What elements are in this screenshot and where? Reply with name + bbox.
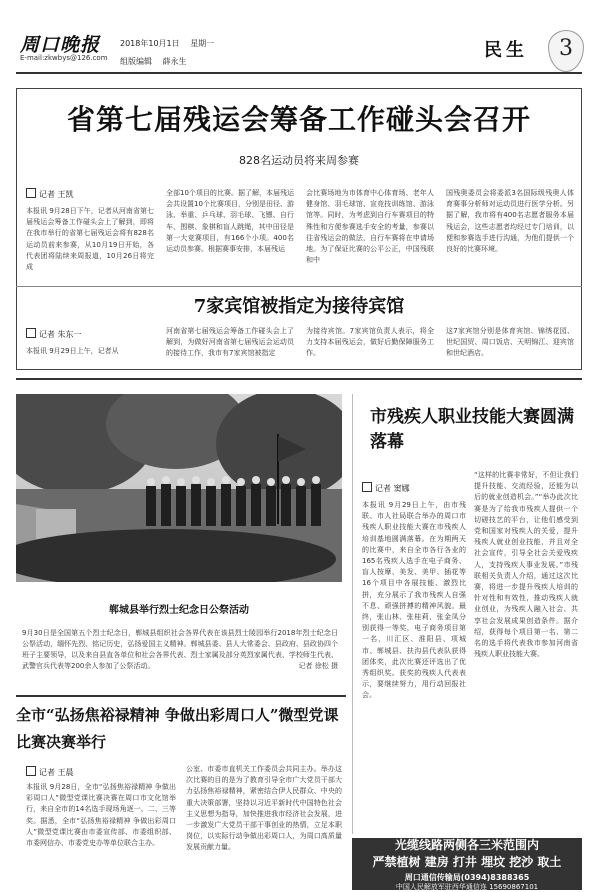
article2-column-2: “这样的比赛非常好，不但让我们提升技能、交流经验，还能为以后的就业创造机会。”“举办此次比赛是为了给我市残疾人提供一个切磋技艺的平台，让他们感受到党和国家对残疾人的关爱，提升残疾人就业创业技能，并且对全社会宣传，引导全社会关爱残疾人，支持残疾人事业发展。”市残联相关负责人介绍，通过这次比赛，将进一步提升残疾人培训的针对性和有效性，推动残疾人就业创业，为残疾人融入社会、共享社会发展成果创造条件。据介绍，获得每个项目第一名、第二名的选手将代表我市参加河南省残疾人职业技能大赛。	[474, 471, 578, 659]
ad-line-4: 中国人民解放军驻西华通信连 15690867101	[395, 883, 539, 891]
article1b-byline: 记者 朱东一	[26, 328, 82, 340]
article1-column-3: 会比赛场地为市体育中心体育场、老年人健身馆、羽毛球馆、宣竞技训练馆、游泳馆等。同时，为考虑到自行车赛项目的特殊性和方便参赛选手安全的考量，参赛以往省残运会的做法，自行车赛将在申请场地。为了保证比赛的公平公正，中国残联和中	[306, 189, 434, 265]
byline-square-icon	[26, 766, 36, 776]
article2-byline: 记者 窦娜	[362, 482, 410, 494]
weekday: 星期一	[190, 39, 215, 48]
section-title: 民生	[484, 40, 528, 61]
article1-column-4: 国残奥委员会将委派3名国际级残奥人体育赛事分析师对运动员进行医学分析。另据了解，我市将有400名志愿者服务本届残运会，这些志愿者均经过专门培训，以便和参赛选手进行沟通，为他们提供一个良好的比赛环境。	[446, 189, 574, 254]
article1-byline: 记者 王凯	[26, 188, 74, 200]
ceremony-photo	[16, 394, 342, 582]
article1b-column-1: 本报讯 9月29日上午，记者从	[26, 347, 119, 355]
article3-top-rule	[16, 695, 346, 697]
ad-line-1: 光缆线路两侧各三米范围内	[394, 838, 539, 852]
article1b-column-2: 河南省第七届残运会筹备工作碰头会上了解到，为做好河南省第七届残运会运动员的接待工作，我市有7家宾馆被指定	[166, 327, 294, 358]
ceremony-photo-image	[16, 394, 342, 582]
byline-square-icon	[362, 482, 372, 492]
article3-column-1: 本报讯 9月28日，全市“弘扬焦裕禄精神 争做出彩周口人”微型党课比赛决赛在周口市文化馆举行，来自全市的14名选手现场角逐一、二、三等奖。据悉，全市“弘扬焦裕禄精神 争做出彩周口人”微型党课比赛由市委宣传部、市委组织部、市委网信办、市委党史办等单位联合主办。	[26, 783, 176, 848]
ad-line-3: 周口通信传输局(0394)8388365	[404, 873, 530, 882]
editor-label: 组版编辑	[120, 57, 152, 66]
section-divider	[16, 378, 582, 380]
article2-headline: 市残疾人职业技能大赛圆满落幕	[370, 407, 574, 452]
email-address: E-mail:zkwbys@126.com	[20, 54, 108, 62]
article1-column-2: 全部10个项目的比赛。据了解，本届残运会共设置10个比赛项目，分别是田径、游泳、举重、乒乓球、羽毛球、飞镖、自行车、围棋、象棋和盲人跳绳，其中田径是第一大竞赛项目，有166个小项。400名运动员参赛。根据赛事安排，本届残运	[166, 189, 294, 254]
article2-column-1: 本报讯 9月29日上午，由市残联、市人社局联合举办的周口市残疾人职业技能大赛在市残疾人培训基地圆满落幕。在为期两天的比赛中，来自全市各行各业的165名残疾人选手在电子商务、盲人按摩、美发、美甲、插花等16个项目中各展技能、激烈比拼，充分展示了我市残疾人自强不息、顽强拼搏的精神风貌。最终，张山林、张桂莉、张金凤分别获得一等奖，电子商务项目第一名，川汇区、淮阳县、项城市、郸城县、扶沟县代表队获得团体奖，此次比赛还评选出了优秀组织奖。获奖的残疾人代表表示，要继续努力，用行动回报社会。	[362, 501, 466, 700]
article1b-headline: 7家宾馆被指定为接待宾馆	[193, 296, 405, 317]
ad-line-2: 严禁植树 建房 打井 埋坟 挖沙 取土	[372, 855, 562, 869]
photo-caption-body: 9月30日是全国第五个烈士纪念日，郸城县组织社会各界代表在该县烈士陵园举行2018年烈士纪念日公祭活动，缅怀先烈、铭记历史，弘扬爱国主义精神。郸城县委、县人大常委会、县政府、县政协四个班子主要领导，以及来自县直各单位和社会各界代表、烈士家属及部分英烈家属代表、学校师生代表、武警官兵代表等200余人参加了公祭活动。 记者 徐松 摄	[22, 629, 338, 670]
article1-headline: 省第七届残运会筹备工作碰头会召开	[66, 103, 531, 136]
masthead: 周口晚报	[20, 34, 101, 56]
issue-date: 2018年10月1日	[120, 39, 180, 48]
date-line	[120, 38, 222, 49]
byline-square-icon	[26, 188, 36, 198]
article1-column-1: 本报讯 9月28日下午，记者从河南省第七届残运会筹备工作碰头会上了解到，即将在我市举行的省第七届残运会将有828名运动员前来参赛，从10月19日开始，各代表团将陆续来周报道，10月26日将完成	[26, 207, 154, 272]
photo-caption-title: 郸城县举行烈士纪念日公祭活动	[109, 605, 249, 616]
article1-subheadline: 828名运动员将来周参赛	[239, 154, 359, 167]
byline-square-icon	[26, 328, 36, 338]
article3-headline: 全市“弘扬焦裕禄精神 争做出彩周口人”微型党课比赛决赛举行	[16, 706, 339, 751]
article1b-column-3: 为接待宾馆。7家宾馆负责人表示，将全力支持本届残运会，做好后勤保障服务工作。	[306, 327, 434, 358]
editor-name: 薛永生	[162, 57, 187, 66]
photo-credit: 记者 徐松 摄	[298, 662, 338, 670]
editor-line	[120, 56, 195, 67]
article3-column-2: 公室、市委市直机关工作委员会共同主办。举办这次比赛的目的是为了教育引导全市广大党员干部大力弘扬焦裕禄精神，紧密结合伊人民群众、中央的重大决策部署，坚持以习近平新时代中国特色社会主义思想为指导，加快推进我市经济社会发展，进一步激发广大党员干部干事创业的热情，立足本职岗位，以实际行动争做出彩周口人，为周口高质量发展贡献力量。	[186, 765, 342, 852]
article1b-column-4: 这7家宾馆分别是体育宾馆、锦绣花园、世纪国贸、周口饭店、天明锦江、迎宾馆和世纪酒店。	[446, 327, 574, 358]
page-number-badge: 3	[548, 30, 584, 72]
header-divider	[16, 72, 582, 74]
article3-byline: 记者 王晨	[26, 766, 74, 778]
article1-divider	[16, 286, 582, 287]
